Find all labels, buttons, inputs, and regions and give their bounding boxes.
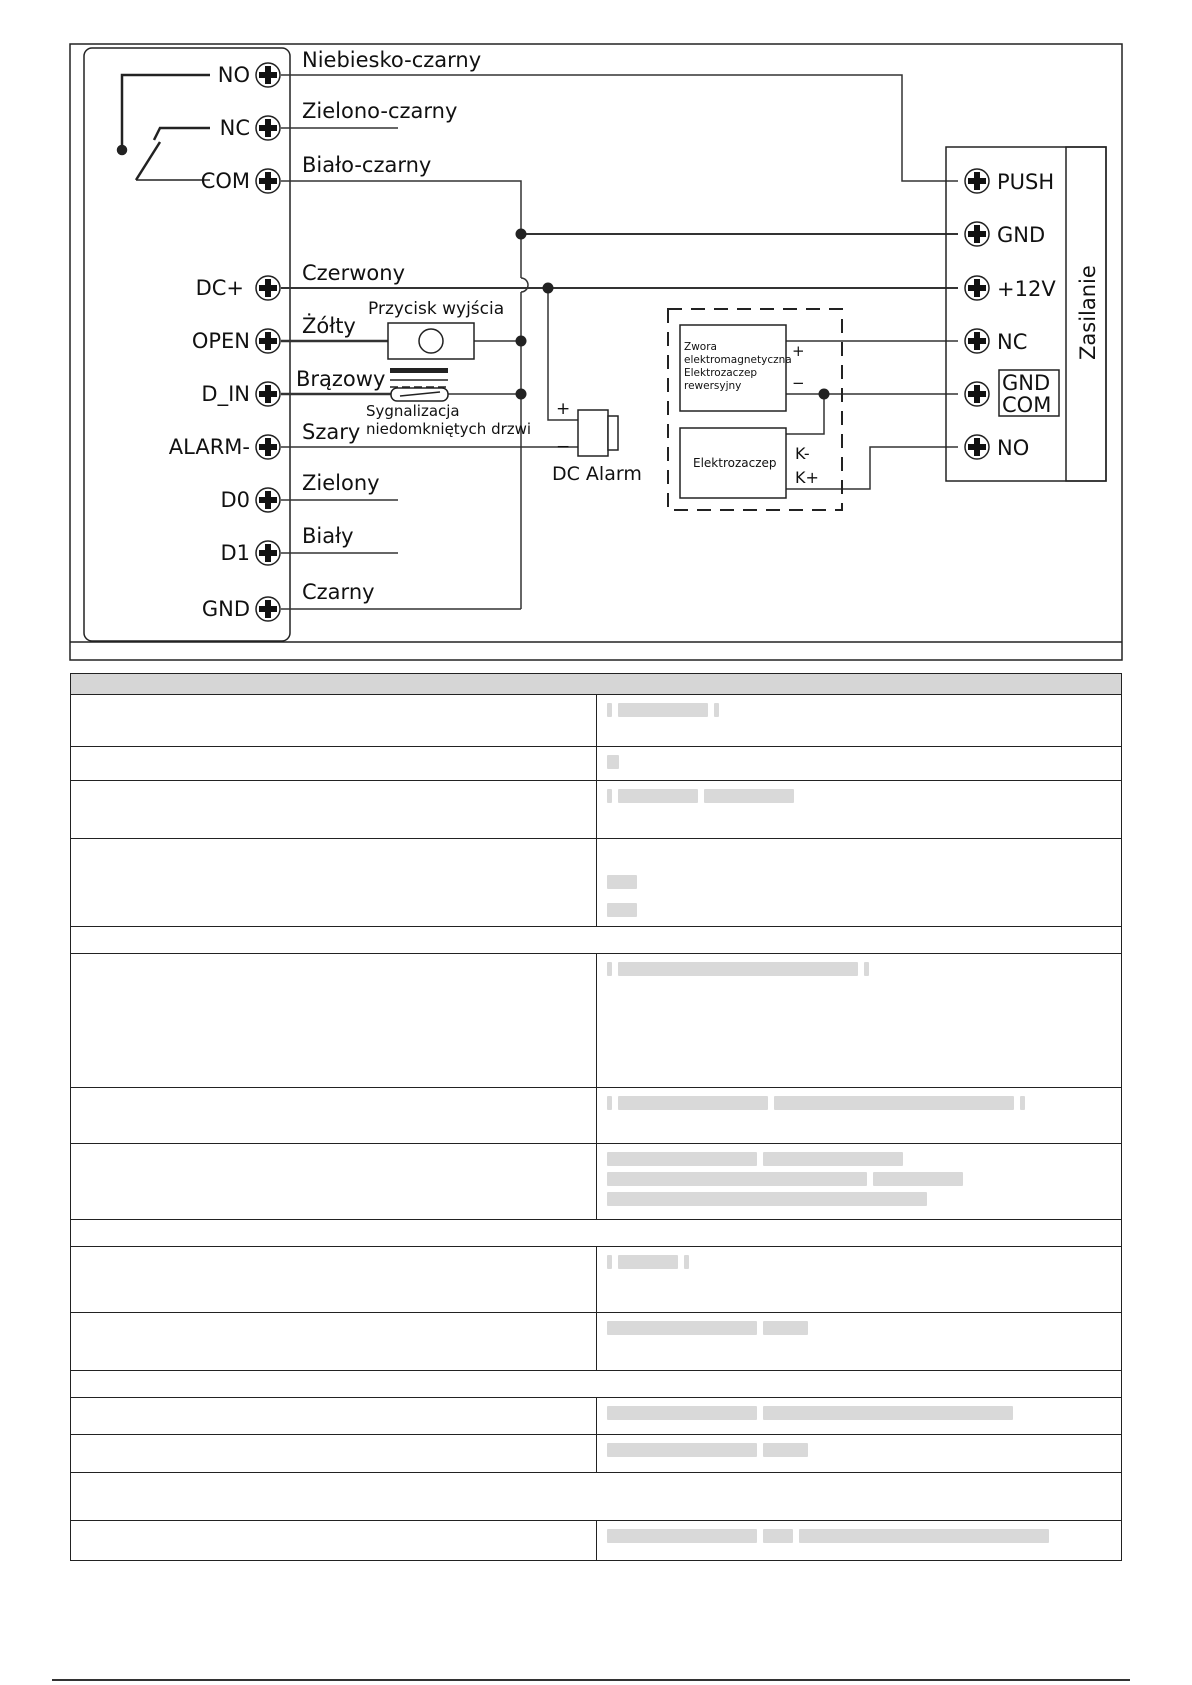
table-header-row [71, 674, 1122, 695]
screw-icon [256, 541, 280, 565]
redacted-text [597, 1521, 1122, 1551]
controller-terminals [169, 63, 250, 621]
strike-k-plus: K+ [795, 468, 819, 487]
footer-rule [52, 1679, 1130, 1681]
controller-screw-icons [256, 63, 280, 621]
electric-strike-label: Elektrozaczep [693, 456, 777, 470]
wire-label-d0: Zielony [302, 471, 380, 495]
terminal-open-label: OPEN [191, 329, 250, 353]
svg-text:Elektrozaczep: Elektrozaczep [684, 367, 758, 379]
power-supply-title: Zasilanie [1076, 265, 1100, 360]
exit-button-symbol [388, 323, 474, 359]
lock-plus: + [792, 342, 805, 360]
wire-label-d1: Biały [302, 524, 354, 548]
redacted-text [597, 1435, 1122, 1465]
screw-icon [256, 63, 280, 87]
ps-terminal-no: NO [997, 436, 1030, 460]
dc-alarm-minus: − [556, 437, 571, 457]
table-row [71, 747, 1122, 781]
wire-label-no: Niebiesko-czarny [302, 48, 482, 72]
ps-terminal-12v: +12V [997, 277, 1056, 301]
screw-icon [965, 435, 989, 459]
redacted-text [597, 839, 1122, 925]
ps-terminal-push: PUSH [997, 170, 1055, 194]
redacted-text [597, 1144, 1122, 1214]
table-section-row [71, 1371, 1122, 1398]
table-row [71, 954, 1122, 1088]
redacted-text [597, 954, 1122, 984]
door-sensor-label-2: niedomkniętych drzwi [366, 420, 532, 438]
terminal-com-label: COM [200, 169, 250, 193]
power-supply-screw-icons [965, 169, 989, 459]
door-sensor-label-1: Sygnalizacja [366, 402, 460, 420]
ps-terminal-gnd: GND [997, 223, 1046, 247]
screw-icon [965, 382, 989, 406]
table-row [71, 695, 1122, 747]
wire-label-dcplus: Czerwony [302, 261, 406, 285]
ps-terminal-gnd2: GND [1002, 371, 1051, 395]
table-section-row [71, 1473, 1122, 1521]
screw-icon [965, 329, 989, 353]
table-row [71, 1144, 1122, 1220]
table-section-row [71, 927, 1122, 954]
dc-alarm-label: DC Alarm [552, 463, 642, 485]
wire-label-din: Brązowy [296, 367, 386, 391]
table-row [71, 1435, 1122, 1473]
svg-text:elektromagnetyczna: elektromagnetyczna [684, 354, 792, 366]
table-row [71, 1521, 1122, 1561]
screw-icon [256, 488, 280, 512]
redacted-text [597, 1398, 1122, 1428]
exit-button-label: Przycisk wyjścia [368, 299, 505, 319]
screw-icon [965, 169, 989, 193]
wire-label-open: Żółty [302, 314, 356, 338]
dc-alarm-symbol [578, 410, 618, 456]
terminal-gnd-label: GND [201, 597, 250, 621]
redacted-text [597, 1247, 1122, 1277]
door-sensor-symbol [390, 368, 448, 401]
screw-icon [965, 222, 989, 246]
table-section-row [71, 1220, 1122, 1247]
table-row [71, 1247, 1122, 1313]
table-row [71, 781, 1122, 839]
table-row [71, 839, 1122, 927]
table-row [71, 1313, 1122, 1371]
redacted-text [597, 781, 1122, 811]
screw-icon [256, 276, 280, 300]
table-row [71, 1088, 1122, 1144]
redacted-text [597, 695, 1122, 725]
redacted-text [597, 1313, 1122, 1343]
screw-icon [965, 276, 989, 300]
svg-text:rewersyjny: rewersyjny [684, 380, 742, 392]
dc-alarm-plus: + [556, 399, 571, 419]
wire-label-alarm: Szary [302, 420, 361, 444]
screw-icon [256, 116, 280, 140]
svg-text:Zwora: Zwora [684, 341, 717, 353]
wire-label-gnd: Czarny [302, 580, 375, 604]
wire-label-com: Biało-czarny [302, 153, 432, 177]
screw-icon [256, 382, 280, 406]
screw-icon [256, 329, 280, 353]
relay-symbol [118, 75, 210, 180]
screw-icon [256, 435, 280, 459]
terminal-no-label: NO [217, 63, 250, 87]
table-row [71, 1398, 1122, 1435]
settings-table [70, 673, 1122, 1561]
terminal-nc-label: NC [219, 116, 250, 140]
lock-minus: − [792, 374, 805, 392]
terminal-din-label: D_IN [201, 382, 250, 406]
wire-label-nc: Zielono-czarny [302, 99, 458, 123]
terminal-alarm-label: ALARM- [168, 435, 250, 459]
terminal-d1-label: D1 [220, 541, 250, 565]
ps-terminal-nc: NC [997, 330, 1028, 354]
redacted-text [597, 747, 1122, 777]
ps-terminal-com: COM [1002, 393, 1052, 417]
terminal-d0-label: D0 [220, 488, 250, 512]
screw-icon [256, 597, 280, 621]
power-supply-terminal-labels [997, 170, 1056, 460]
screw-icon [256, 169, 280, 193]
wiring-diagram [0, 0, 1192, 672]
strike-k-minus: K- [795, 444, 810, 463]
terminal-dcplus-label: DC+ [195, 276, 244, 300]
redacted-text [597, 1088, 1122, 1118]
